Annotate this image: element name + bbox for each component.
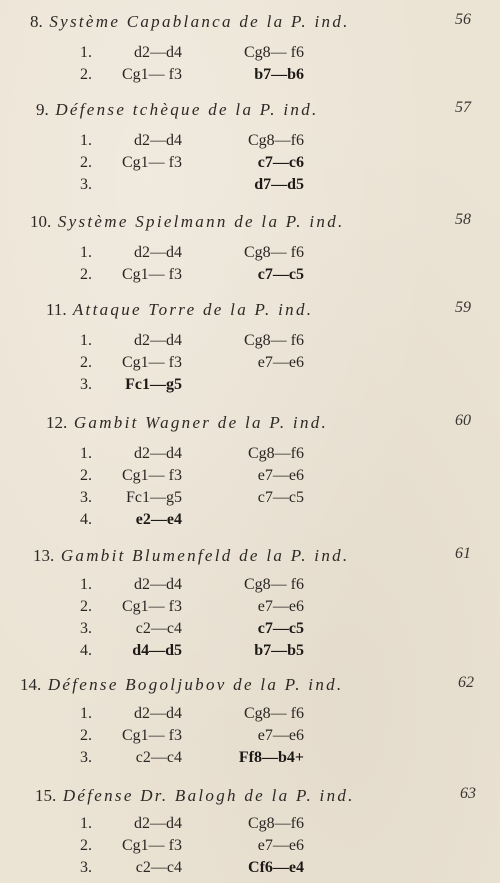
white-move: Cg1— f3 xyxy=(122,727,182,744)
move-number: 2. xyxy=(80,154,92,171)
opening-number: 14. xyxy=(20,675,42,694)
black-move: b7—b6 xyxy=(254,66,304,83)
move-number: 4. xyxy=(80,511,92,528)
move-number: 3. xyxy=(80,376,92,393)
black-move: Cg8— f6 xyxy=(244,44,304,61)
move-row xyxy=(0,130,500,152)
move-number: 1. xyxy=(80,244,92,261)
move-number: 1. xyxy=(80,332,92,349)
black-move: e7—e6 xyxy=(257,837,304,854)
move-row xyxy=(0,857,500,879)
page-number: 62 xyxy=(458,674,474,691)
move-row xyxy=(0,487,500,509)
opening-name: Gambit Blumenfeld de la P. ind. xyxy=(60,546,350,565)
move-row xyxy=(0,747,500,769)
move-number: 1. xyxy=(80,445,92,462)
move-row xyxy=(0,509,500,531)
white-move: Cg1— f3 xyxy=(122,66,182,83)
move-row xyxy=(0,703,500,725)
page-number: 63 xyxy=(460,785,476,802)
move-number: 2. xyxy=(80,837,92,854)
white-move: d4—d5 xyxy=(132,642,182,659)
move-row xyxy=(0,574,500,596)
move-number: 2. xyxy=(80,598,92,615)
white-move: d2—d4 xyxy=(134,576,182,593)
opening-name: Défense Dr. Balogh de la P. ind. xyxy=(62,786,355,805)
opening-name: Défense tchèque de la P. ind. xyxy=(55,100,319,119)
move-row xyxy=(0,174,500,196)
move-row xyxy=(0,813,500,835)
move-row xyxy=(0,443,500,465)
move-row xyxy=(0,465,500,487)
white-move: d2—d4 xyxy=(134,815,182,832)
opening-number: 11. xyxy=(46,300,67,319)
white-move: d2—d4 xyxy=(134,44,182,61)
move-number: 2. xyxy=(80,266,92,283)
black-move: c7—c5 xyxy=(257,620,304,637)
white-move: Cg1— f3 xyxy=(122,354,182,371)
opening-name: Attaque Torre de la P. ind. xyxy=(72,300,314,319)
move-number: 3. xyxy=(80,859,92,876)
white-move: c2—c4 xyxy=(135,620,182,637)
page-number: 61 xyxy=(455,545,471,562)
white-move: Cg1— f3 xyxy=(122,598,182,615)
move-row xyxy=(0,352,500,374)
move-row xyxy=(0,835,500,857)
opening-number: 15. xyxy=(35,786,57,805)
move-number: 1. xyxy=(80,705,92,722)
white-move: e2—e4 xyxy=(135,511,182,528)
move-row xyxy=(0,618,500,640)
white-move: Cg1— f3 xyxy=(122,154,182,171)
move-row xyxy=(0,64,500,86)
black-move: d7—d5 xyxy=(254,176,304,193)
black-move: b7—b5 xyxy=(254,642,304,659)
white-move: Cg1— f3 xyxy=(122,467,182,484)
opening-title xyxy=(30,212,345,232)
move-row xyxy=(0,152,500,174)
move-row xyxy=(0,725,500,747)
opening-title xyxy=(30,12,350,32)
white-move: d2—d4 xyxy=(134,132,182,149)
white-move: Fc1—g5 xyxy=(125,376,182,393)
move-row xyxy=(0,596,500,618)
opening-title xyxy=(36,100,319,120)
opening-title xyxy=(20,675,343,695)
opening-number: 12. xyxy=(46,413,68,432)
move-row xyxy=(0,640,500,662)
opening-number: 8. xyxy=(30,12,43,31)
white-move: d2—d4 xyxy=(134,332,182,349)
move-number: 2. xyxy=(80,467,92,484)
black-move: Cg8—f6 xyxy=(248,132,304,149)
black-move: e7—e6 xyxy=(257,467,304,484)
white-move: Cg1— f3 xyxy=(122,266,182,283)
white-move: c2—c4 xyxy=(135,859,182,876)
move-row xyxy=(0,330,500,352)
page-number: 56 xyxy=(455,11,471,28)
black-move: Ff8—b4+ xyxy=(238,749,304,766)
move-number: 1. xyxy=(80,44,92,61)
white-move: d2—d4 xyxy=(134,445,182,462)
move-number: 4. xyxy=(80,642,92,659)
black-move: e7—e6 xyxy=(257,598,304,615)
black-move: c7—c5 xyxy=(257,489,304,506)
white-move: Cg1— f3 xyxy=(122,837,182,854)
move-number: 1. xyxy=(80,815,92,832)
black-move: Cg8— f6 xyxy=(244,576,304,593)
opening-name: Système Spielmann de la P. ind. xyxy=(57,212,345,231)
black-move: Cf6—e4 xyxy=(248,859,304,876)
black-move: e7—e6 xyxy=(257,727,304,744)
opening-name: Système Capablanca de la P. ind. xyxy=(49,12,350,31)
black-move: c7—c5 xyxy=(257,266,304,283)
opening-name: Défense Bogoljubov de la P. ind. xyxy=(47,675,344,694)
move-number: 3. xyxy=(80,176,92,193)
white-move: c2—c4 xyxy=(135,749,182,766)
page-number: 60 xyxy=(455,412,471,429)
opening-name: Gambit Wagner de la P. ind. xyxy=(73,413,329,432)
page-number: 57 xyxy=(455,99,471,116)
move-number: 3. xyxy=(80,489,92,506)
black-move: Cg8— f6 xyxy=(244,332,304,349)
white-move: d2—d4 xyxy=(134,705,182,722)
move-row xyxy=(0,264,500,286)
black-move: Cg8— f6 xyxy=(244,244,304,261)
page-number: 58 xyxy=(455,211,471,228)
move-number: 2. xyxy=(80,727,92,744)
opening-title xyxy=(35,786,355,806)
move-number: 1. xyxy=(80,576,92,593)
move-row xyxy=(0,42,500,64)
white-move: d2—d4 xyxy=(134,244,182,261)
opening-number: 9. xyxy=(36,100,49,119)
move-number: 2. xyxy=(80,354,92,371)
opening-number: 10. xyxy=(30,212,52,231)
white-move: Fc1—g5 xyxy=(126,489,182,506)
opening-title xyxy=(46,413,328,433)
move-number: 3. xyxy=(80,749,92,766)
opening-number: 13. xyxy=(33,546,55,565)
move-number: 1. xyxy=(80,132,92,149)
move-number: 2. xyxy=(80,66,92,83)
opening-title xyxy=(33,546,349,566)
opening-title xyxy=(46,300,313,320)
page-number: 59 xyxy=(455,299,471,316)
move-row xyxy=(0,374,500,396)
black-move: Cg8— f6 xyxy=(244,705,304,722)
black-move: Cg8—f6 xyxy=(248,815,304,832)
black-move: Cg8—f6 xyxy=(248,445,304,462)
move-row xyxy=(0,242,500,264)
black-move: c7—c6 xyxy=(257,154,304,171)
move-number: 3. xyxy=(80,620,92,637)
black-move: e7—e6 xyxy=(257,354,304,371)
